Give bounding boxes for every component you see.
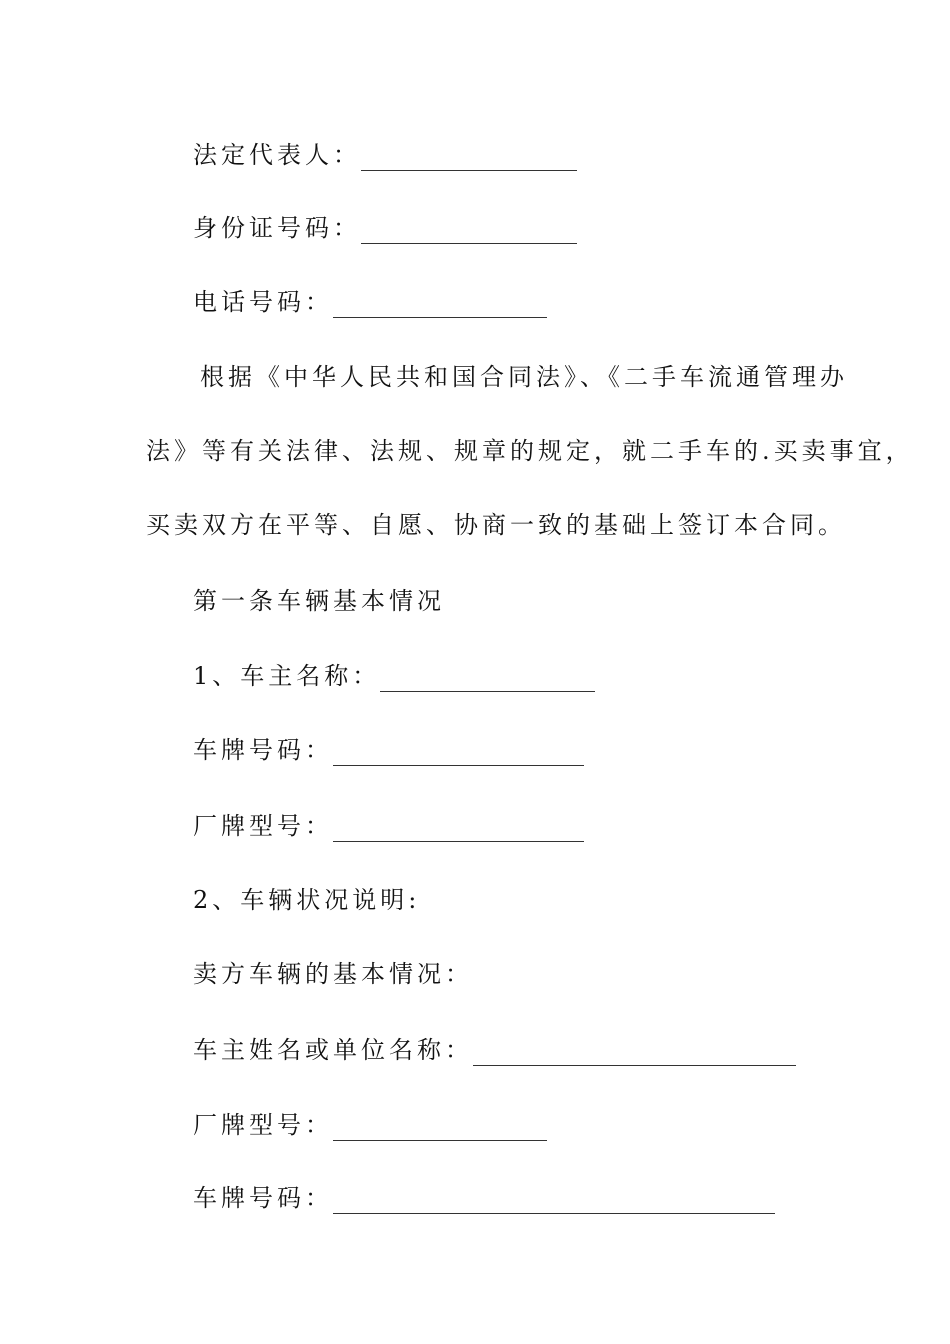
owner-name-label: 1、车主名称： [193, 662, 381, 690]
brand-model-blank[interactable] [333, 818, 584, 842]
id-number-label: 身份证号码： [193, 214, 361, 242]
plate-number-label: 车牌号码： [193, 736, 333, 764]
paragraph-line-3: 买卖双方在平等、自愿、协商一致的基础上签订本合同。 [146, 511, 846, 539]
owner-or-unit-blank[interactable] [473, 1042, 796, 1066]
paragraph-line-2: 法》等有关法律、法规、规章的规定，就二手车的.买卖事宜， [146, 437, 914, 465]
owner-name-field [193, 660, 595, 692]
brand-model-blank-2[interactable] [333, 1117, 547, 1141]
seller-vehicle-info-title: 卖方车辆的基本情况： [193, 960, 473, 988]
id-number-blank[interactable] [361, 220, 577, 244]
phone-field [193, 286, 547, 318]
vehicle-condition-title: 2、车辆状况说明: [193, 886, 421, 914]
plate-number-field [193, 734, 584, 766]
paragraph-line-1: 根据《中华人民共和国合同法》、《二手车流通管理办 [200, 363, 848, 391]
owner-or-unit-label: 车主姓名或单位名称： [193, 1036, 473, 1064]
brand-model-field-2 [193, 1109, 547, 1141]
brand-model-label: 厂牌型号： [193, 812, 333, 840]
id-number-field [193, 212, 577, 244]
brand-model-label-2: 厂牌型号： [193, 1111, 333, 1139]
section-title: 第一条车辆基本情况 [193, 587, 445, 615]
legal-representative-blank[interactable] [361, 147, 577, 171]
legal-representative-label: 法定代表人： [193, 141, 361, 169]
plate-number-field-2 [193, 1182, 775, 1214]
owner-name-blank[interactable] [380, 668, 595, 692]
plate-number-blank[interactable] [333, 742, 584, 766]
legal-representative-field [193, 139, 577, 171]
plate-number-blank-2[interactable] [333, 1190, 775, 1214]
phone-label: 电话号码： [193, 288, 333, 316]
owner-or-unit-field [193, 1034, 796, 1066]
phone-blank[interactable] [333, 294, 547, 318]
brand-model-field [193, 810, 584, 842]
plate-number-label-2: 车牌号码： [193, 1184, 333, 1212]
